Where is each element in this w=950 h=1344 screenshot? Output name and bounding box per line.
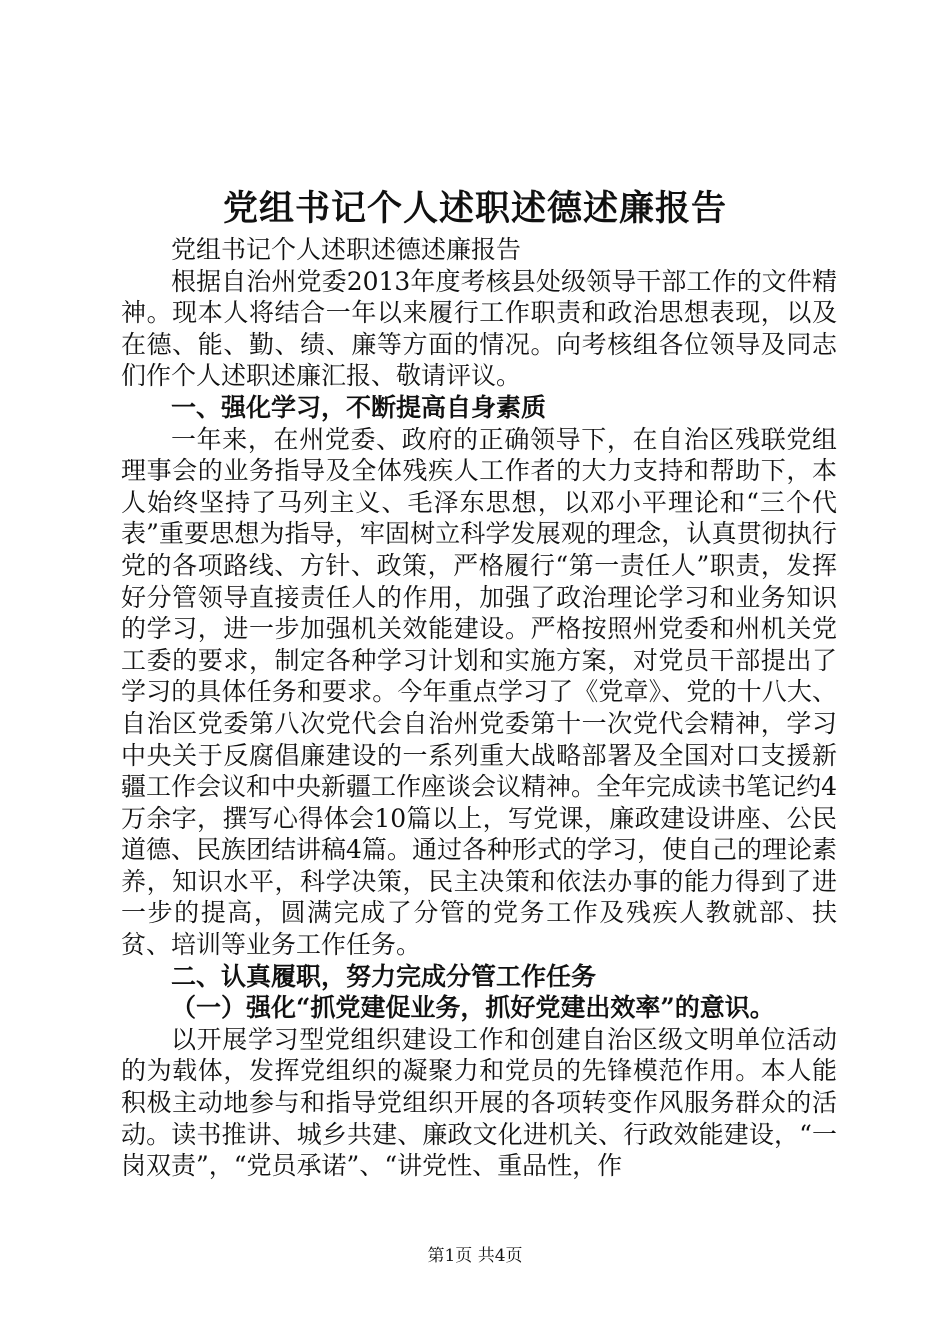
intro-repeat-title: 党组书记个人述职述德述廉报告: [171, 235, 522, 264]
section-heading-1: 一、强化学习，不断提高自身素质: [171, 392, 547, 422]
document-title: 党组书记个人述职述德述廉报告: [222, 188, 727, 229]
intro-paragraph: 根据自治州党委2013年度考核县处级领导干部工作的文件精神。现本人将结合一年以来履行工作职责和政治思想表现，以及在德、能、勤、绩、廉等方面的情况。向考核组各位领导及同志们作个人述职述廉汇报、敬请评议。: [121, 266, 837, 391]
section-heading-2: 二、认真履职，努力完成分管工作任务: [171, 961, 597, 991]
section-1-paragraph: 一年来，在州党委、政府的正确领导下，在自治区残联党组理事会的业务指导及全体残疾人工作者的大力支持和帮助下，本人始终坚持了马列主义、毛泽东思想，以邓小平理论和“三个代表”重要思想为指导，牢固树立科学发展观的理念，认真贯彻执行党的各项路线、方针、政策，严格履行“第一责任人”职责，发挥好分管领导直接责任人的作用，加强了政治理论学习和业务知识的学习，进一步加强机关效能建设。严格按照州党委和州机关党工委的要求，制定各种学习计划和实施方案，对党员干部提出了学习的具体任务和要求。今年重点学习了《党章》、党的十八大、自治区党委第八次党代会自治州党委第十一次党代会精神，学习中央关于反腐倡廉建设的一系列重大战略部署及全国对口支援新疆工作会议和中央新疆工作座谈会议精神。全年完成读书笔记约4万余字，撰写心得体会10篇以上，写党课，廉政建设讲座、公民道德、民族团结讲稿4篇。通过各种形式的学习，使自己的理论素养，知识水平，科学决策，民主决策和依法办事的能力得到了进一步的提高，圆满完成了分管的党务工作及残疾人教就部、扶贫、培训等业务工作任务。: [121, 424, 837, 960]
document-body: [121, 234, 837, 1182]
page-footer: 第1页 共4页: [427, 1246, 523, 1266]
subsection-1-paragraph: 以开展学习型党组织建设工作和创建自治区级文明单位活动的为载体，发挥党组织的凝聚力和党员的先锋模范作用。本人能积极主动地参与和指导党组织开展的各项转变作风服务群众的活动。读书推讲、城乡共建、廉政文化进机关、行政效能建设，“一岗双责”，“党员承诺”、“讲党性、重品性，作: [121, 1024, 837, 1181]
subsection-heading-1: （一）强化“抓党建促业务，抓好党建出效率”的意识。: [171, 993, 775, 1023]
